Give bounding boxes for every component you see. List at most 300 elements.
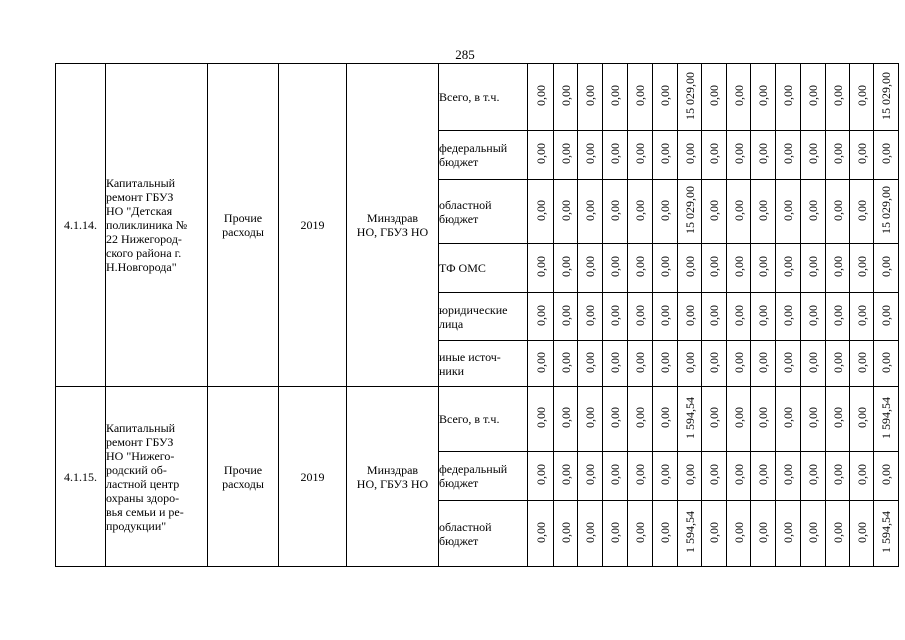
value-cell xyxy=(603,341,628,387)
value-cell xyxy=(628,387,653,452)
value-cell xyxy=(678,452,702,501)
value-cell xyxy=(603,64,628,131)
cell-text-line: Всего, в т.ч. xyxy=(439,90,500,104)
cell-text-line: ластной центр xyxy=(106,476,180,491)
cell-text-line: областной xyxy=(439,197,492,212)
value-text: 0,00 xyxy=(806,407,820,428)
value-text: 0,00 xyxy=(633,304,647,326)
value-text: 0,00 xyxy=(583,256,597,277)
value-text: 0,00 xyxy=(533,143,548,164)
value-cell xyxy=(653,293,678,341)
table-row xyxy=(56,64,899,131)
value-cell xyxy=(578,293,603,341)
value-text: 0,00 xyxy=(682,304,697,326)
cell-text-line: Минздрав xyxy=(366,462,419,477)
value-text: 0,00 xyxy=(731,256,746,277)
value-cell xyxy=(653,387,678,452)
value-text: 0,00 xyxy=(879,464,893,485)
value-cell xyxy=(751,452,776,501)
value-cell xyxy=(801,64,826,131)
value-text: 0,00 xyxy=(658,407,672,428)
value-text: 0,00 xyxy=(682,351,697,373)
value-cell xyxy=(850,452,874,501)
value-cell xyxy=(776,244,801,293)
value-cell xyxy=(826,501,850,567)
value-text: 0,00 xyxy=(854,85,869,106)
value-cell xyxy=(776,387,801,452)
table-row xyxy=(56,387,899,452)
value-text: 0,00 xyxy=(854,407,869,428)
cell-text-line: расходы xyxy=(222,225,264,239)
value-text: 0,00 xyxy=(879,256,893,277)
value-cell xyxy=(678,501,702,567)
funding-source xyxy=(439,501,528,567)
value-cell xyxy=(801,452,826,501)
cell-text-line: НО "Детская xyxy=(106,204,173,218)
value-text: 15 029,00 xyxy=(682,186,697,234)
value-cell xyxy=(776,501,801,567)
value-cell xyxy=(702,131,727,180)
value-cell xyxy=(702,452,727,501)
value-text: 0,00 xyxy=(658,304,672,326)
value-text: 0,00 xyxy=(830,304,845,326)
value-cell xyxy=(653,501,678,567)
value-text: 0,00 xyxy=(731,407,746,428)
value-cell xyxy=(554,244,578,293)
value-text: 0,00 xyxy=(633,199,647,221)
value-cell xyxy=(528,452,554,501)
value-text: 0,00 xyxy=(781,351,795,373)
value-text: 0,00 xyxy=(781,464,795,485)
value-cell xyxy=(874,131,899,180)
value-text: 0,00 xyxy=(806,464,820,485)
value-text: 0,00 xyxy=(533,256,548,277)
value-cell xyxy=(603,131,628,180)
funding-source xyxy=(439,180,528,244)
value-text: 15 029,00 xyxy=(879,186,893,234)
funding-source xyxy=(439,293,528,341)
value-text: 0,00 xyxy=(806,521,820,543)
value-cell xyxy=(578,131,603,180)
value-text: 0,00 xyxy=(658,521,672,543)
value-cell xyxy=(678,131,702,180)
value-cell xyxy=(801,180,826,244)
value-text: 0,00 xyxy=(533,521,548,543)
value-cell xyxy=(801,387,826,452)
value-text: 0,00 xyxy=(533,304,548,326)
value-text: 1 594,54 xyxy=(682,511,697,553)
cell-text-line: Н.Новгорода" xyxy=(106,260,177,274)
cell-text-line: вья семьи и ре- xyxy=(106,504,184,519)
value-cell xyxy=(628,341,653,387)
cell-text-line: продукции" xyxy=(106,518,167,533)
value-cell xyxy=(874,452,899,501)
value-cell xyxy=(653,244,678,293)
value-text: 15 029,00 xyxy=(682,71,697,120)
cell-text-line: Капитальный xyxy=(106,176,176,190)
value-text: 0,00 xyxy=(731,143,746,164)
value-text: 15 029,00 xyxy=(879,71,893,120)
cell-text-line: ремонт ГБУЗ xyxy=(106,434,174,449)
value-text: 0,00 xyxy=(633,464,647,485)
funding-source xyxy=(439,452,528,501)
value-cell xyxy=(874,341,899,387)
cell-text-line: ники xyxy=(439,363,465,378)
funding-source xyxy=(439,387,528,452)
value-cell xyxy=(603,452,628,501)
value-cell xyxy=(776,131,801,180)
value-text: 0,00 xyxy=(879,351,893,373)
value-cell xyxy=(678,180,702,244)
value-cell xyxy=(603,501,628,567)
value-cell xyxy=(678,293,702,341)
value-text: 0,00 xyxy=(608,407,622,428)
value-text: 0,00 xyxy=(854,304,869,326)
value-cell xyxy=(751,293,776,341)
value-text: 0,00 xyxy=(583,351,597,373)
value-cell xyxy=(578,501,603,567)
value-cell xyxy=(528,293,554,341)
value-cell xyxy=(554,501,578,567)
value-cell xyxy=(678,341,702,387)
value-text: 0,00 xyxy=(830,143,845,164)
value-text: 0,00 xyxy=(658,85,672,106)
value-text: 0,00 xyxy=(583,464,597,485)
value-text: 0,00 xyxy=(658,464,672,485)
value-cell xyxy=(874,180,899,244)
value-text: 0,00 xyxy=(608,199,622,221)
value-cell xyxy=(578,387,603,452)
value-cell xyxy=(578,180,603,244)
value-text: 0,00 xyxy=(583,199,597,221)
value-cell xyxy=(554,131,578,180)
value-text: 0,00 xyxy=(756,256,770,277)
cell-text-line: НО, ГБУЗ НО xyxy=(356,225,429,239)
item-name xyxy=(106,64,208,387)
value-cell xyxy=(528,341,554,387)
value-text: 0,00 xyxy=(658,143,672,164)
value-text: 0,00 xyxy=(533,464,548,485)
value-cell xyxy=(528,244,554,293)
value-cell xyxy=(850,387,874,452)
value-text: 0,00 xyxy=(756,351,770,373)
cell-text-line: иные источ- xyxy=(439,349,501,364)
value-cell xyxy=(776,64,801,131)
cell-text-line: областной xyxy=(439,519,492,534)
funding-source xyxy=(439,64,528,131)
value-text: 0,00 xyxy=(879,143,893,164)
value-text: 0,00 xyxy=(682,143,697,164)
value-cell xyxy=(578,64,603,131)
value-cell xyxy=(528,501,554,567)
value-text: 0,00 xyxy=(558,521,573,543)
value-text: 0,00 xyxy=(756,143,770,164)
value-cell xyxy=(702,387,727,452)
value-text: 0,00 xyxy=(682,256,697,277)
value-text: 0,00 xyxy=(854,143,869,164)
value-text: 0,00 xyxy=(608,256,622,277)
value-text: 0,00 xyxy=(583,407,597,428)
value-text: 0,00 xyxy=(533,407,548,428)
value-text: 0,00 xyxy=(830,351,845,373)
value-text: 0,00 xyxy=(781,521,795,543)
cell-text-line: ремонт ГБУЗ xyxy=(106,190,174,204)
value-cell xyxy=(727,387,751,452)
item-code: 4.1.14. xyxy=(56,64,106,387)
cell-text-line: бюджет xyxy=(439,155,479,169)
value-cell xyxy=(578,452,603,501)
value-text: 0,00 xyxy=(707,199,721,221)
funding-source xyxy=(439,341,528,387)
value-cell xyxy=(554,64,578,131)
value-text: 0,00 xyxy=(806,304,820,326)
value-text: 0,00 xyxy=(707,256,721,277)
value-text: 0,00 xyxy=(658,256,672,277)
value-cell xyxy=(628,452,653,501)
value-cell xyxy=(702,501,727,567)
cell-text-line: ского района г. xyxy=(106,246,182,260)
value-cell xyxy=(603,244,628,293)
value-cell xyxy=(826,293,850,341)
value-cell xyxy=(528,131,554,180)
value-text: 0,00 xyxy=(806,351,820,373)
value-cell xyxy=(628,180,653,244)
cell-text-line: НО "Нижего- xyxy=(106,448,175,463)
value-text: 0,00 xyxy=(608,351,622,373)
value-cell xyxy=(850,64,874,131)
cell-text-line: Всего, в т.ч. xyxy=(439,412,500,426)
executor xyxy=(347,387,439,567)
value-text: 0,00 xyxy=(830,199,845,221)
value-text: 0,00 xyxy=(558,464,573,485)
value-text: 0,00 xyxy=(731,351,746,373)
value-cell xyxy=(727,293,751,341)
value-cell xyxy=(653,452,678,501)
value-cell xyxy=(776,293,801,341)
value-text: 0,00 xyxy=(707,521,721,543)
value-cell xyxy=(603,387,628,452)
value-text: 0,00 xyxy=(781,304,795,326)
page-number: 285 xyxy=(455,47,475,62)
value-text: 0,00 xyxy=(533,351,548,373)
value-cell xyxy=(727,180,751,244)
expense-type xyxy=(208,387,279,567)
value-cell xyxy=(874,244,899,293)
cell-text-line: расходы xyxy=(222,476,264,491)
value-text: 0,00 xyxy=(658,351,672,373)
value-cell xyxy=(776,180,801,244)
value-cell xyxy=(628,501,653,567)
value-text: 0,00 xyxy=(608,521,622,543)
value-text: 0,00 xyxy=(830,521,845,543)
cell-text-line: охраны здоро- xyxy=(106,490,180,505)
value-text: 0,00 xyxy=(854,351,869,373)
value-cell xyxy=(628,64,653,131)
value-cell xyxy=(751,131,776,180)
value-text: 0,00 xyxy=(781,143,795,164)
value-cell xyxy=(727,64,751,131)
value-text: 0,00 xyxy=(633,407,647,428)
value-cell xyxy=(628,293,653,341)
value-text: 1 594,54 xyxy=(879,511,893,553)
value-cell xyxy=(702,64,727,131)
value-cell xyxy=(776,452,801,501)
value-text: 0,00 xyxy=(781,85,795,106)
value-text: 0,00 xyxy=(756,199,770,221)
value-text: 0,00 xyxy=(633,143,647,164)
cell-text-line: бюджет xyxy=(439,533,479,548)
value-text: 0,00 xyxy=(731,304,746,326)
item-code: 4.1.15. xyxy=(56,387,106,567)
value-text: 0,00 xyxy=(633,256,647,277)
value-text: 0,00 xyxy=(608,85,622,106)
item-name xyxy=(106,387,208,567)
cell-text-line: юридические xyxy=(439,302,508,317)
value-text: 0,00 xyxy=(756,521,770,543)
value-cell xyxy=(850,341,874,387)
value-text: 0,00 xyxy=(558,304,573,326)
value-cell xyxy=(850,501,874,567)
value-cell xyxy=(653,64,678,131)
value-cell xyxy=(554,341,578,387)
value-text: 0,00 xyxy=(806,143,820,164)
value-text: 0,00 xyxy=(658,199,672,221)
value-text: 0,00 xyxy=(854,256,869,277)
value-text: 0,00 xyxy=(583,521,597,543)
value-text: 0,00 xyxy=(806,256,820,277)
value-text: 0,00 xyxy=(633,521,647,543)
cell-text-line: 22 Нижегород- xyxy=(106,232,182,246)
value-cell xyxy=(578,341,603,387)
value-text: 0,00 xyxy=(781,407,795,428)
value-cell xyxy=(850,131,874,180)
cell-text-line: федеральный xyxy=(439,141,508,155)
funding-source xyxy=(439,131,528,180)
value-text: 0,00 xyxy=(854,521,869,543)
value-text: 0,00 xyxy=(830,464,845,485)
value-cell xyxy=(826,387,850,452)
value-cell xyxy=(702,293,727,341)
value-cell xyxy=(826,180,850,244)
value-text: 0,00 xyxy=(558,85,573,106)
value-text: 0,00 xyxy=(830,407,845,428)
value-text: 0,00 xyxy=(682,464,697,485)
value-text: 0,00 xyxy=(879,304,893,326)
value-cell xyxy=(678,244,702,293)
value-cell xyxy=(727,501,751,567)
value-text: 0,00 xyxy=(756,464,770,485)
value-cell xyxy=(801,131,826,180)
value-text: 0,00 xyxy=(707,351,721,373)
cell-text-line: Минздрав xyxy=(366,211,419,225)
cell-text-line: родский об- xyxy=(106,462,167,477)
value-cell xyxy=(776,341,801,387)
value-cell xyxy=(826,64,850,131)
value-text: 0,00 xyxy=(583,143,597,164)
value-cell xyxy=(603,293,628,341)
value-cell xyxy=(850,293,874,341)
budget-table xyxy=(55,63,899,567)
value-cell xyxy=(874,64,899,131)
cell-text-line: Капитальный xyxy=(106,420,176,435)
value-cell xyxy=(850,180,874,244)
value-cell xyxy=(727,131,751,180)
value-cell xyxy=(826,131,850,180)
value-text: 0,00 xyxy=(558,256,573,277)
value-cell xyxy=(751,180,776,244)
value-text: 0,00 xyxy=(608,143,622,164)
value-cell xyxy=(826,244,850,293)
value-text: 0,00 xyxy=(756,304,770,326)
cell-text-line: Прочие xyxy=(223,462,263,477)
value-cell xyxy=(801,341,826,387)
value-cell xyxy=(751,501,776,567)
value-text: 0,00 xyxy=(806,85,820,106)
value-cell xyxy=(702,341,727,387)
value-text: 1 594,54 xyxy=(879,396,893,439)
value-text: 0,00 xyxy=(806,199,820,221)
value-cell xyxy=(578,244,603,293)
value-cell xyxy=(554,293,578,341)
value-cell xyxy=(874,501,899,567)
cell-text-line: ТФ ОМС xyxy=(439,261,486,275)
cell-text-line: федеральный xyxy=(439,462,508,476)
value-text: 0,00 xyxy=(830,256,845,277)
value-text: 0,00 xyxy=(707,85,721,106)
value-cell xyxy=(874,293,899,341)
value-cell xyxy=(751,64,776,131)
value-cell xyxy=(751,387,776,452)
value-cell xyxy=(727,341,751,387)
value-text: 0,00 xyxy=(533,85,548,106)
value-cell xyxy=(653,180,678,244)
value-text: 0,00 xyxy=(558,351,573,373)
value-cell xyxy=(528,64,554,131)
cell-text-line: Прочие xyxy=(223,211,263,225)
value-cell xyxy=(678,64,702,131)
value-cell xyxy=(528,180,554,244)
value-text: 0,00 xyxy=(781,199,795,221)
value-cell xyxy=(628,131,653,180)
year: 2019 xyxy=(279,64,347,387)
value-text: 0,00 xyxy=(608,464,622,485)
value-cell xyxy=(678,387,702,452)
value-cell xyxy=(603,180,628,244)
value-cell xyxy=(554,452,578,501)
value-cell xyxy=(528,387,554,452)
value-text: 0,00 xyxy=(707,304,721,326)
value-text: 0,00 xyxy=(633,351,647,373)
value-text: 0,00 xyxy=(707,143,721,164)
value-cell xyxy=(727,452,751,501)
value-text: 0,00 xyxy=(756,407,770,428)
cell-text-line: бюджет xyxy=(439,476,479,490)
value-text: 0,00 xyxy=(854,464,869,485)
value-cell xyxy=(727,244,751,293)
value-text: 0,00 xyxy=(558,143,573,164)
value-text: 0,00 xyxy=(731,199,746,221)
value-cell xyxy=(874,387,899,452)
value-cell xyxy=(702,244,727,293)
value-text: 0,00 xyxy=(707,407,721,428)
value-text: 0,00 xyxy=(731,521,746,543)
value-text: 0,00 xyxy=(756,85,770,106)
cell-text-line: бюджет xyxy=(439,211,479,226)
value-cell xyxy=(554,180,578,244)
value-text: 0,00 xyxy=(830,85,845,106)
value-text: 0,00 xyxy=(533,199,548,221)
value-cell xyxy=(751,341,776,387)
